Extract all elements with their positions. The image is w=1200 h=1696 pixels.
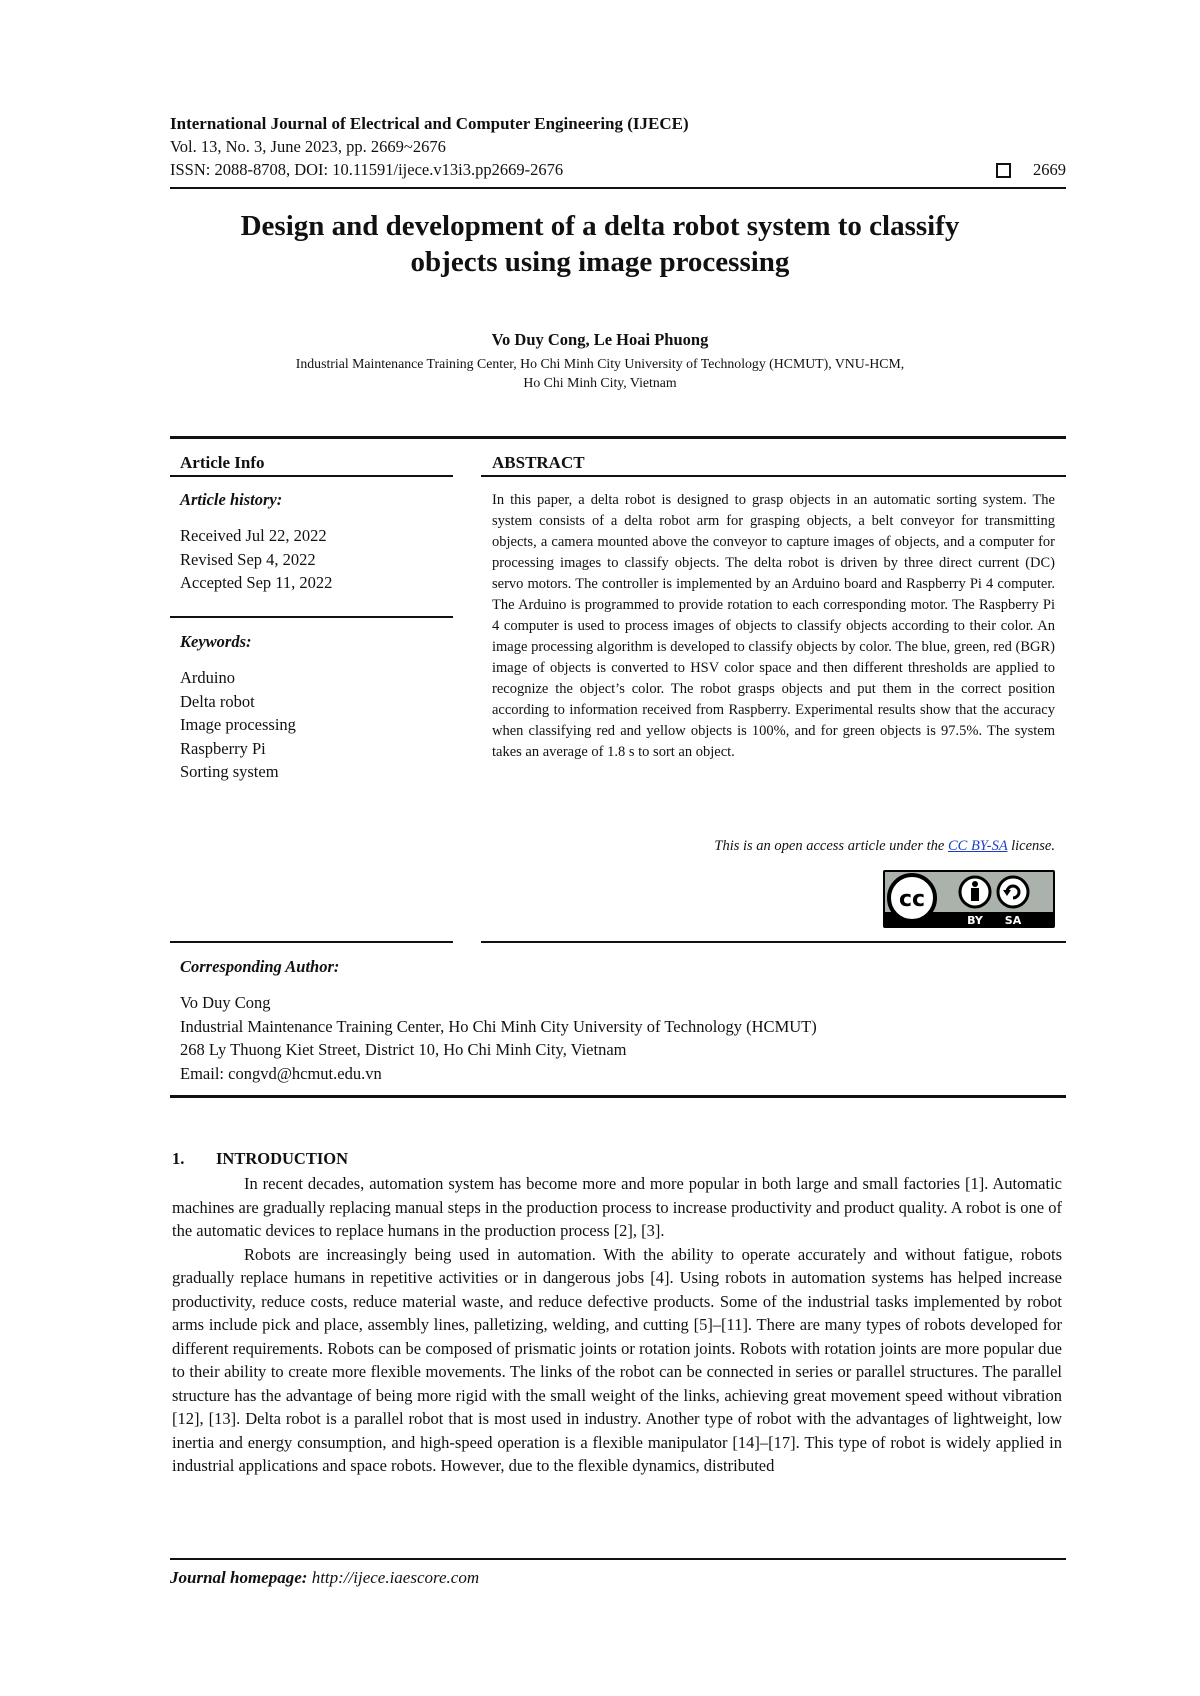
info-box-top-rule: [170, 436, 1066, 439]
journal-name: International Journal of Electrical and Computer Engineering (IJECE): [170, 114, 689, 133]
info-box-bottom-rule: [170, 1095, 1066, 1098]
sa-share-icon: [998, 877, 1028, 907]
info-left-bottom-rule: [170, 941, 453, 943]
info-right-bottom-rule: [481, 941, 1066, 943]
affiliation: [150, 354, 1050, 392]
intro-body: [172, 1172, 1062, 1478]
by-body: [971, 888, 979, 901]
accepted-date: Accepted Sep 11, 2022: [180, 573, 333, 592]
journal-homepage: [170, 1568, 479, 1588]
author-email: Email: congvd@hcmut.edu.vn: [180, 1063, 382, 1083]
section-heading-introduction: [172, 1149, 348, 1169]
affiliation-line-1: Industrial Maintenance Training Center, Ho Chi Minh City University of Technology (HCMUT), VNU-HCM,: [295, 356, 905, 371]
open-access-note: [492, 838, 1055, 855]
sa-label: SA: [1004, 914, 1022, 927]
authors: Vo Duy Cong, Le Hoai Phuong: [491, 330, 709, 349]
corresponding-author-block: [180, 991, 817, 1085]
author-address: 268 Ly Thuong Kiet Street, District 10, Ho Chi Minh City, Vietnam: [180, 1040, 627, 1059]
section-number: 1.: [172, 1149, 185, 1168]
article-dates: [180, 524, 332, 595]
cc-by-sa-badge[interactable]: [883, 870, 1055, 928]
by-head: [972, 881, 978, 887]
keywords-rule: [170, 616, 453, 618]
paper-title: [150, 208, 1050, 280]
section-title: INTRODUCTION: [216, 1149, 349, 1168]
revised-date: Revised Sep 4, 2022: [180, 549, 316, 569]
affiliation-line-2: Ho Chi Minh City, Vietnam: [523, 375, 677, 390]
square-bullet-icon: [996, 163, 1011, 178]
oa-prefix: This is an open access article under the: [714, 838, 948, 854]
title-line-1: Design and development of a delta robot system to classify: [240, 210, 960, 242]
license-link[interactable]: CC BY-SA: [947, 838, 1008, 854]
corresponding-author-label: Corresponding Author:: [180, 957, 340, 976]
keywords-list: [180, 666, 296, 784]
issn-doi: ISSN: 2088-8708, DOI: 10.11591/ijece.v13i3.pp2669-2676: [170, 160, 564, 179]
cc-badge-graphic: [883, 870, 1055, 928]
abstract-heading: ABSTRACT: [492, 453, 585, 472]
by-label: BY: [967, 914, 983, 927]
received-date: Received Jul 22, 2022: [180, 526, 327, 545]
keyword-item: Delta robot: [180, 691, 255, 711]
title-line-2: objects using image processing: [410, 246, 790, 278]
author-org: Industrial Maintenance Training Center, Ho Chi Minh City University of Technology (HCMUT): [180, 1016, 817, 1036]
cc-text: cc: [898, 887, 926, 912]
page-number-group: [996, 160, 1066, 180]
volume-info: Vol. 13, No. 3, June 2023, pp. 2669~2676: [170, 137, 446, 156]
abstract-rule: [481, 475, 1066, 477]
abstract-text: In this paper, a delta robot is designed to grasp objects in an automatic sorting system. The system consists of a delta robot arm for grasping objects, a belt conveyor for transmitting objects, a camera mounted above the conveyor to capture images of objects, and a computer for processing images to classify objects. The delta robot is driven by three direct current (DC) servo motors. The controller is implemented by an Arduino board and Raspberry Pi 4 computer. The Arduino is programmed to provide rotation to each corresponding motor. The Raspberry Pi 4 computer is used to process images of objects to classify objects according to their color. An image processing algorithm is developed to classify objects by color. The blue, green, red (BGR) image of objects is converted to HSV color space and then different thresholds are applied to recognize the object’s color. The robot grasps objects and put them in the correct position according to information received from Raspberry. Experimental results show that the accuracy when classifying red and yellow objects is 100%, and for green objects is 97.5%. The system takes an average of 1.8 s to sort an object.: [492, 492, 1055, 760]
keyword-item: Sorting system: [180, 762, 279, 781]
keyword-item: Arduino: [180, 668, 235, 687]
keywords-label: Keywords:: [180, 632, 252, 651]
article-info-heading: Article Info: [180, 453, 265, 472]
oa-suffix: license.: [1007, 838, 1055, 854]
intro-paragraph-2: Robots are increasingly being used in automation. With the ability to operate accurately and without fatigue, robots gradually replace humans in repetitive activities or in dangerous jobs [4]. Using robots in automation systems has helped increase productivity, reduce costs, reduce material waste, and reduce defective products. Some of the industrial tasks implemented by robot arms include pick and place, assembly lines, palletizing, welding, and cutting [5]–[11]. There are many types of robots developed for different requirements. Robots can be composed of prismatic joints or rotation joints. Robots with rotation joints are more popular due to their ability to create more flexible movements. The links of the robot can be connected in series or parallel structures. The parallel structure has the advantage of being more rigid with the small weight of the links, achieving great movement speed without vibration [12], [13]. Delta robot is a parallel robot that is most used in industry. Another type of robot with the advantages of lightweight, low inertia and energy consumption, and high-speed operation is a flexible manipulator [14]–[17]. This type of robot is widely applied in industrial applications and space robots. However, due to the flexible dynamics, distributed: [172, 1244, 1062, 1475]
keyword-item: Image processing: [180, 715, 296, 734]
header-rule: [170, 187, 1066, 189]
homepage-label: Journal homepage:: [170, 1568, 308, 1587]
author-name: Vo Duy Cong: [180, 993, 271, 1012]
page-number: 2669: [1033, 160, 1066, 179]
keyword-item: Raspberry Pi: [180, 738, 266, 758]
intro-paragraph-1: In recent decades, automation system has become more and more popular in both large and small factories [1]. Automatic machines are gradually replacing manual steps in the production process to increase productivity and product quality. A robot is one of the automatic devices to replace humans in the production process [2], [3].: [172, 1174, 1062, 1240]
footer-rule: [170, 1558, 1066, 1560]
article-info-rule: [170, 475, 453, 477]
homepage-url[interactable]: http://ijece.iaescore.com: [307, 1568, 480, 1587]
article-history-label: Article history:: [180, 490, 283, 509]
